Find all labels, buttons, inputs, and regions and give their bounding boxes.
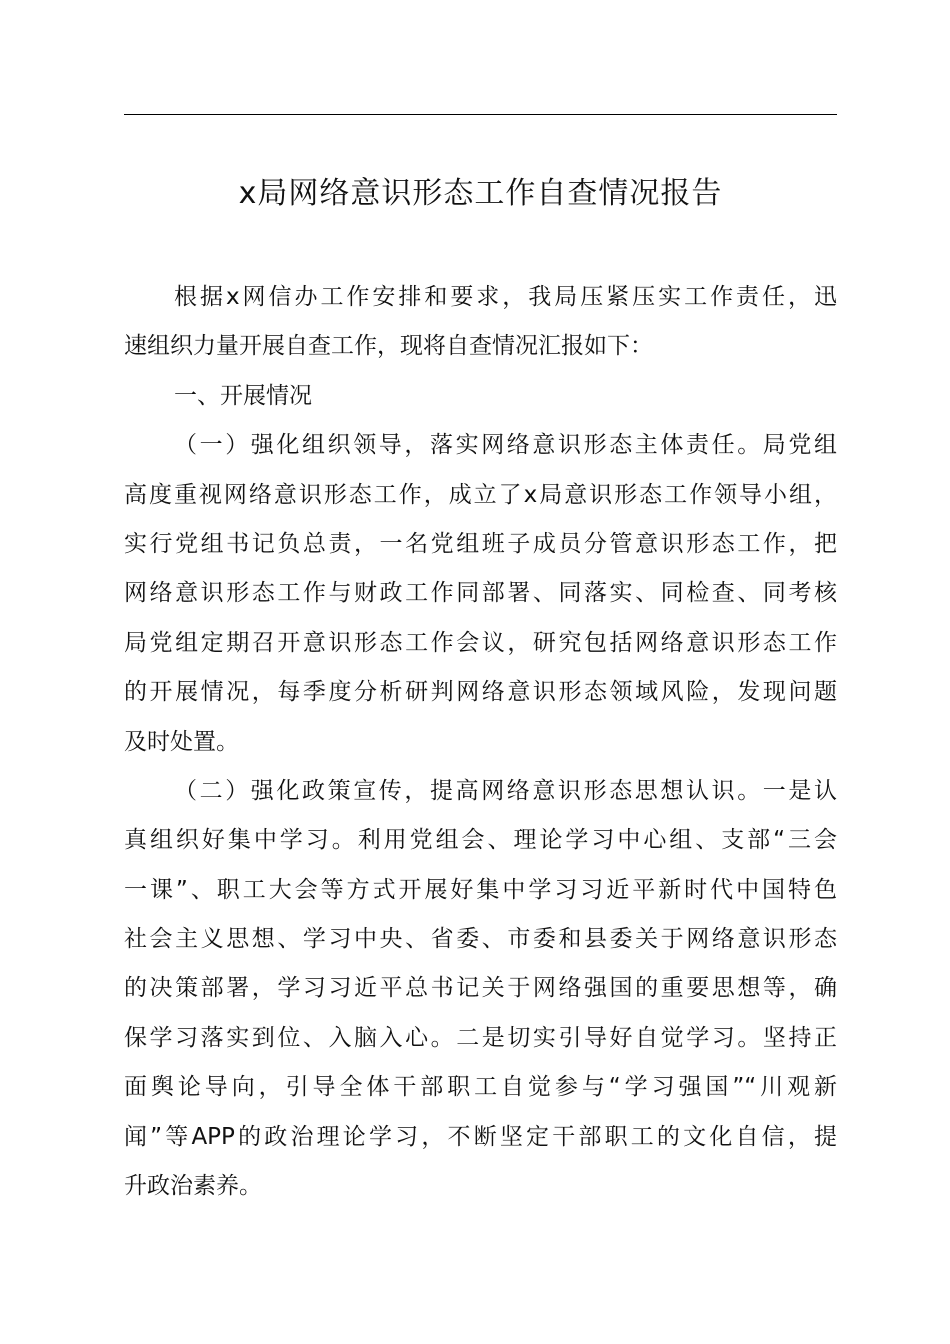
body-line: 一、开展情况 <box>174 382 312 409</box>
body-line: 及时处置。 <box>124 728 239 755</box>
body-line: 真组织好集中学习。利用党组会、理论学习中心组、支部“三会 <box>124 827 837 854</box>
body-line: （二）强化政策宣传，提高网络意识形态思想认识。一是认 <box>174 777 837 804</box>
body-line: 局党组定期召开意识形态工作会议，研究包括网络意识形态工作 <box>124 629 837 656</box>
body-line: 一课”、职工大会等方式开展好集中学习习近平新时代中国特色 <box>124 876 837 903</box>
body-line: 的决策部署，学习习近平总书记关于网络强国的重要思想等，确 <box>124 975 837 1002</box>
document-body <box>124 273 837 1211</box>
body-line: 的开展情况，每季度分析研判网络意识形态领域风险，发现问题 <box>124 679 837 706</box>
document-title: x局网络意识形态工作自查情况报告 <box>238 176 723 211</box>
body-line: 根据x网信办工作安排和要求，我局压紧压实工作责任，迅 <box>174 284 837 310</box>
body-line: 保学习落实到位、入脑入心。二是切实引导好自觉学习。坚持正 <box>124 1024 837 1051</box>
body-line: 升政治素养。 <box>124 1173 262 1200</box>
body-line: 面舆论导向，引导全体干部职工自觉参与“学习强国”“川观新 <box>124 1074 837 1101</box>
body-line: 闻”等APP的政治理论学习，不断坚定干部职工的文化自信，提 <box>124 1123 837 1150</box>
header-rule <box>124 114 837 115</box>
body-line: 社会主义思想、学习中央、省委、市委和县委关于网络意识形态 <box>124 926 837 953</box>
body-line: 高度重视网络意识形态工作，成立了x局意识形态工作领导小组， <box>124 481 837 508</box>
body-line: 网络意识形态工作与财政工作同部署、同落实、同检查、同考核 <box>124 580 837 607</box>
body-line: 速组织力量开展自查工作，现将自查情况汇报如下： <box>124 333 653 360</box>
body-line: 实行党组书记负总责，一名党组班子成员分管意识形态工作，把 <box>124 530 837 557</box>
body-line: （一）强化组织领导，落实网络意识形态主体责任。局党组 <box>174 432 837 459</box>
